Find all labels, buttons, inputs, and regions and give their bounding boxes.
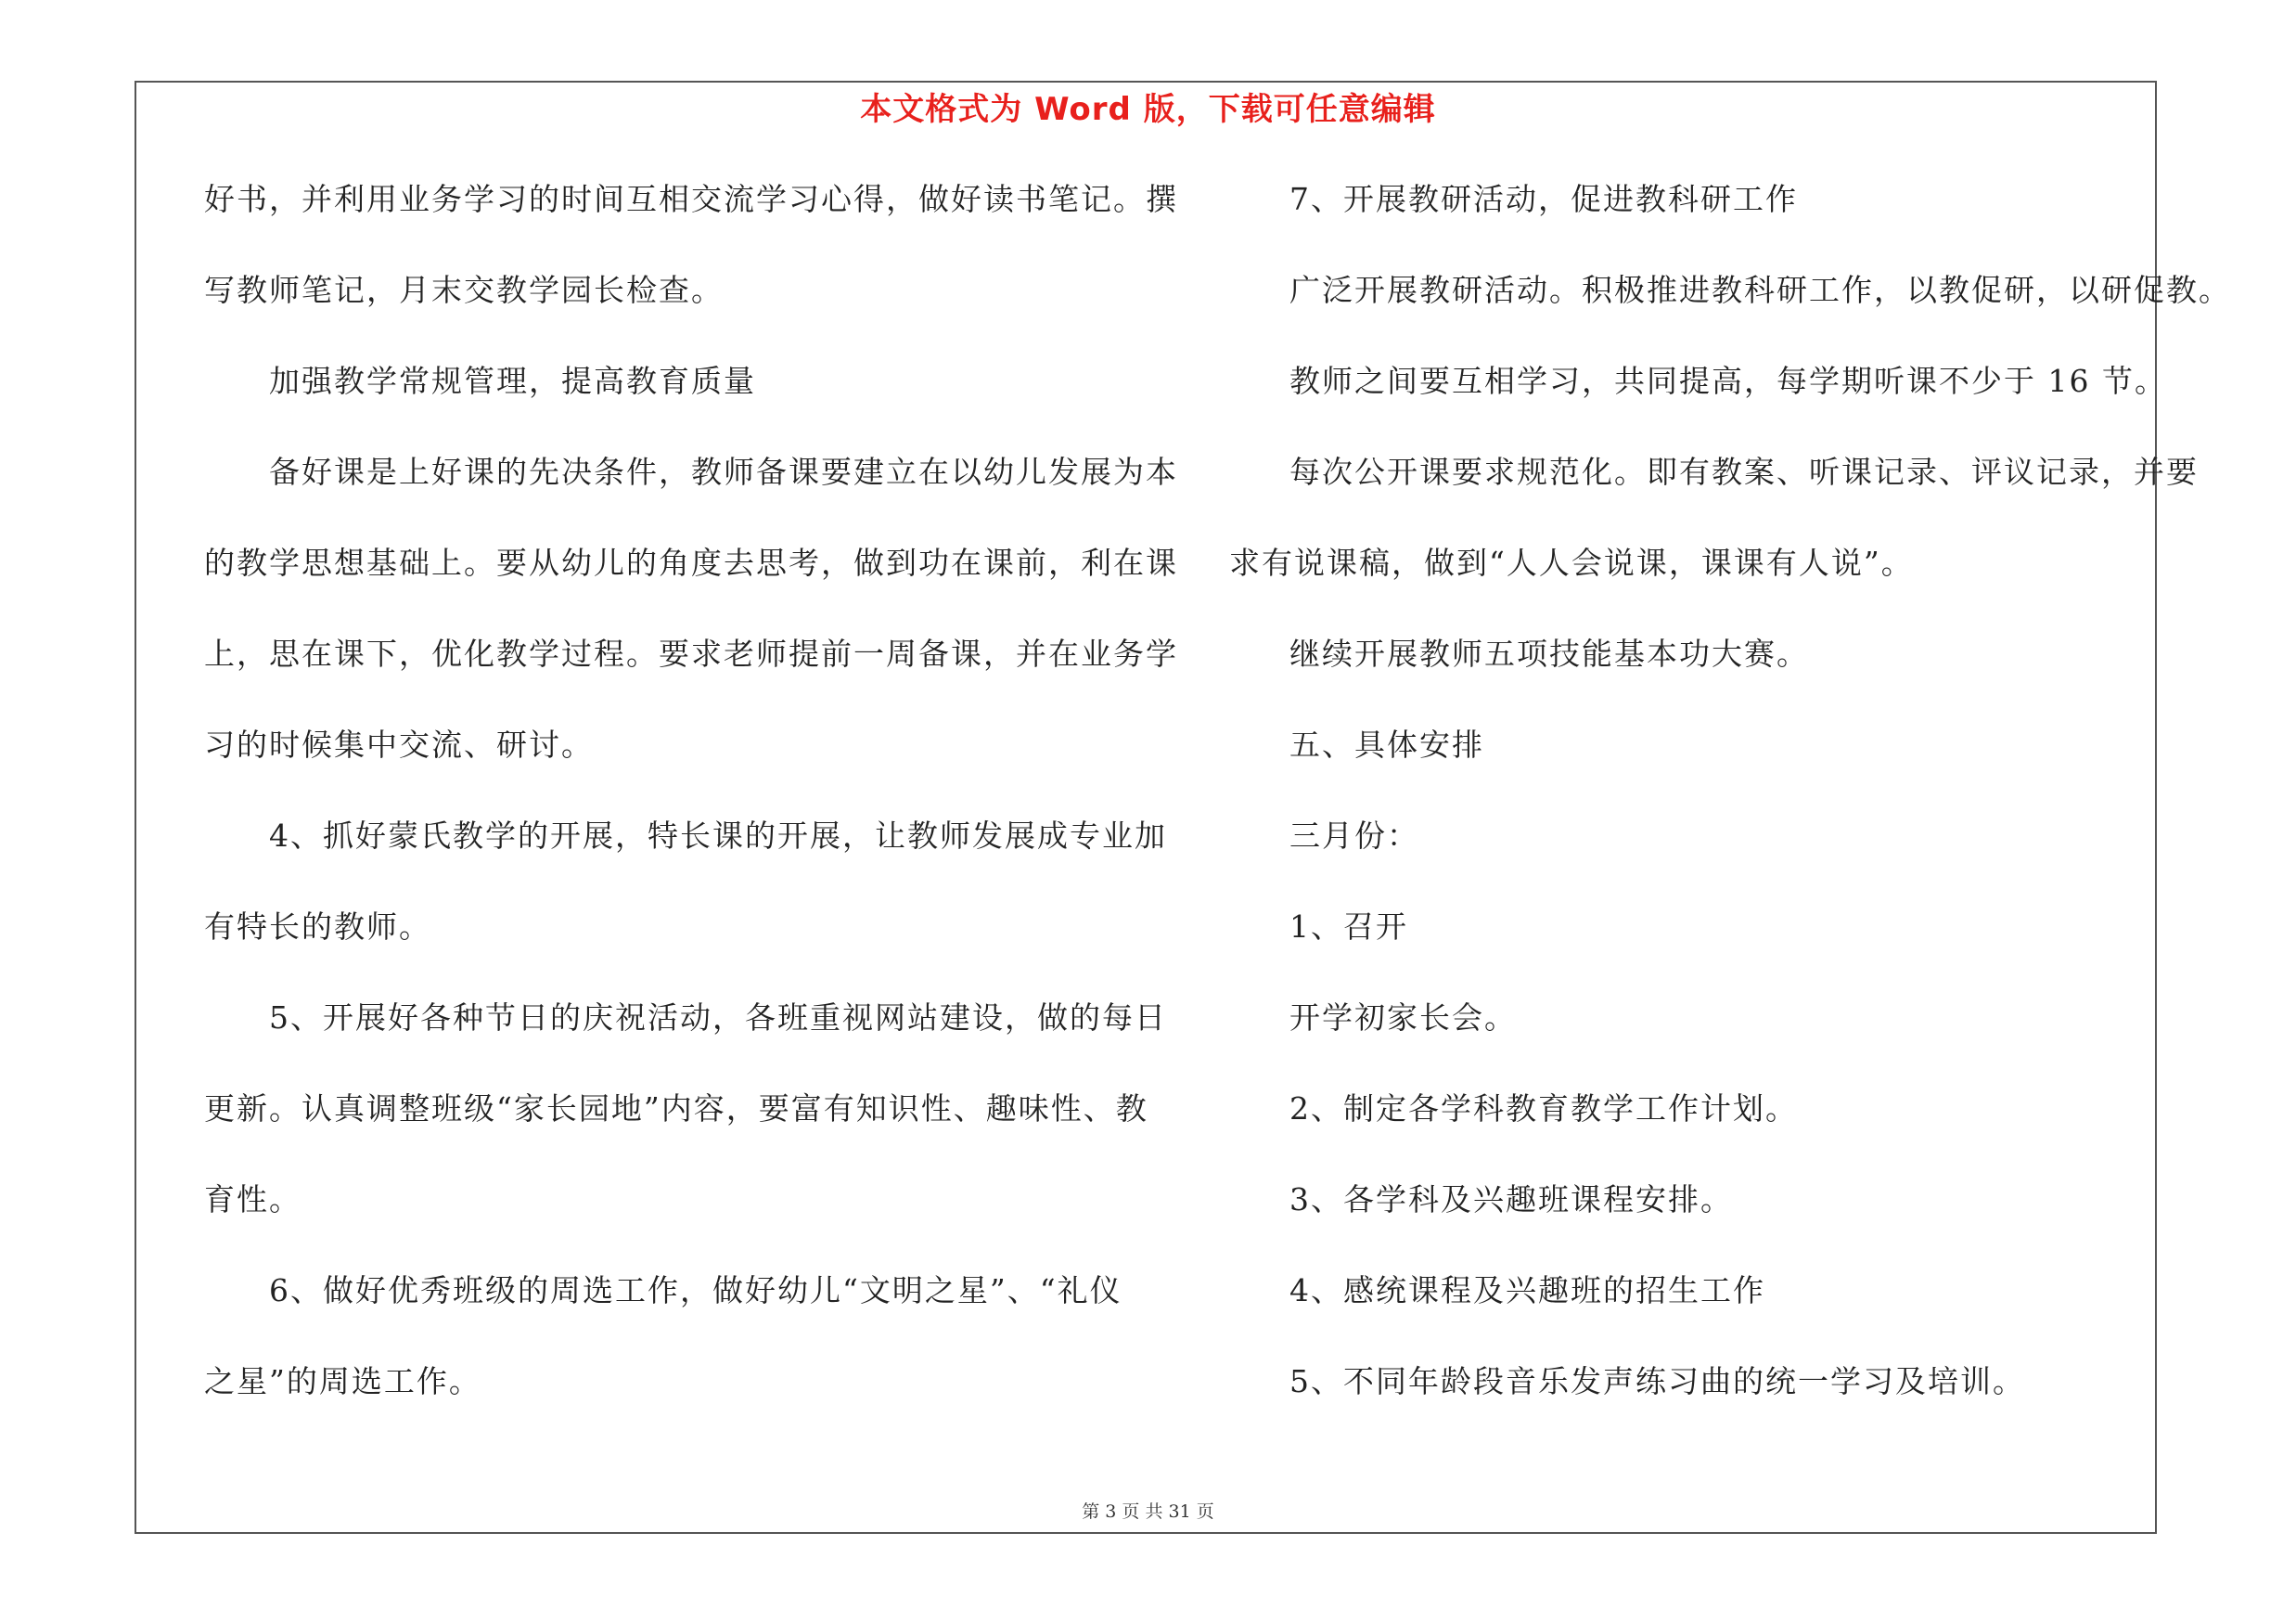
paragraph-line: 上，思在课下，优化教学过程。要求老师提前一周备课，并在业务学 [204, 636, 1178, 672]
paragraph-line: 写教师笔记，月末交教学园长检查。 [204, 272, 724, 308]
page-number-footer: 第 3 页 共 31 页 [1082, 1501, 1214, 1522]
paragraph-line: 育性。 [204, 1181, 301, 1217]
paragraph-line: 5、开展好各种节日的庆祝活动，各班重视网站建设，做的每日 [269, 999, 1167, 1036]
paragraph-line: 每次公开课要求规范化。即有教案、听课记录、评议记录，并要 [1289, 454, 2199, 490]
paragraph-line: 开学初家长会。 [1289, 999, 1517, 1036]
paragraph-line: 好书，并利用业务学习的时间互相交流学习心得，做好读书笔记。撰 [204, 181, 1178, 217]
paragraph-line: 三月份： [1289, 818, 1419, 854]
paragraph-line: 广泛开展教研活动。积极推进教科研工作，以教促研，以研促教。 [1289, 272, 2231, 308]
paragraph-line: 习的时候集中交流、研讨。 [204, 727, 594, 763]
paragraph-line: 继续开展教师五项技能基本功大赛。 [1289, 636, 1809, 672]
paragraph-line: 5、不同年龄段音乐发声练习曲的统一学习及培训。 [1289, 1363, 2025, 1399]
section-heading: 加强教学常规管理，提高教育质量 [269, 363, 756, 399]
section-heading: 五、具体安排 [1289, 727, 1484, 763]
paragraph-line: 之星”的周选工作。 [204, 1363, 481, 1399]
paragraph-line: 备好课是上好课的先决条件，教师备课要建立在以幼儿发展为本 [269, 454, 1178, 490]
paragraph-line: 6、做好优秀班级的周选工作，做好幼儿“文明之星”、“礼仪 [269, 1272, 1122, 1308]
section-heading: 7、开展教研活动，促进教科研工作 [1289, 181, 1798, 217]
paragraph-line: 1、召开 [1289, 908, 1408, 945]
paragraph-line: 的教学思想基础上。要从幼儿的角度去思考，做到功在课前，利在课 [204, 545, 1178, 581]
paragraph-line: 4、抓好蒙氏教学的开展，特长课的开展，让教师发展成专业加 [269, 818, 1167, 854]
format-banner: 本文格式为 Word 版，下载可任意编辑 [860, 91, 1436, 128]
paragraph-line: 2、制定各学科教育教学工作计划。 [1289, 1090, 1798, 1127]
paragraph-line: 求有说课稿，做到“人人会说课，课课有人说”。 [1229, 545, 1914, 581]
paragraph-line: 3、各学科及兴趣班课程安排。 [1289, 1181, 1733, 1217]
paragraph-line: 更新。认真调整班级“家长园地”内容，要富有知识性、趣味性、教 [204, 1090, 1148, 1127]
paragraph-line: 4、感统课程及兴趣班的招生工作 [1289, 1272, 1765, 1308]
paragraph-line: 教师之间要互相学习，共同提高，每学期听课不少于 16 节。 [1289, 363, 2167, 399]
paragraph-line: 有特长的教师。 [204, 908, 431, 945]
